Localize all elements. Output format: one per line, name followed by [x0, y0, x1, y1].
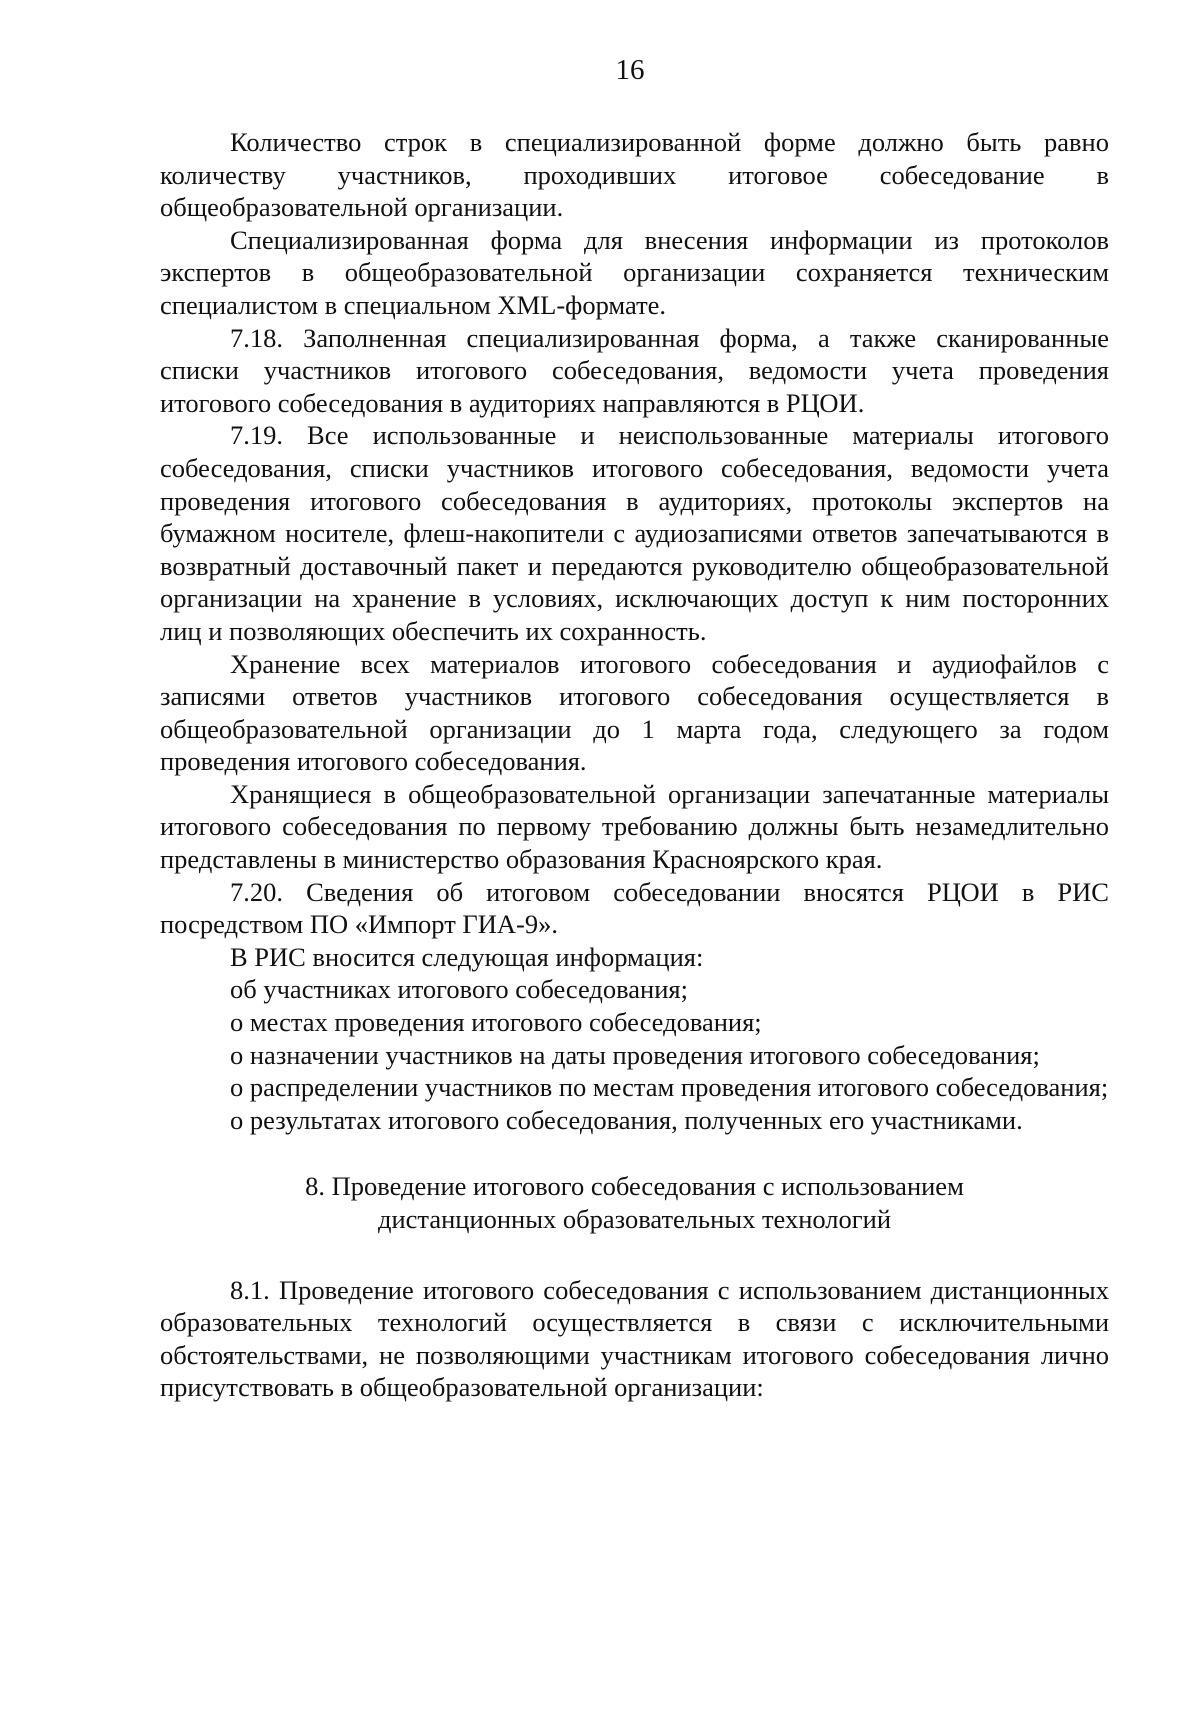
list-item-results: о результатах итогового собеседования, полученных его участниками.: [230, 1104, 1023, 1135]
section-heading-line-1: 8. Проведение итогового собеседования с использованием: [305, 1171, 964, 1202]
paragraph-storage: Хранение всех материалов итогового собеседования и аудиофайлов с записями ответов участников итогового собеседования осуществляется в общеобразовательной организации до 1 марта года, следующего за годом проведения итогового собеседования.: [160, 648, 1109, 777]
list-item-assignment: о назначении участников на даты проведения итогового собеседования;: [230, 1039, 1040, 1070]
document-body: [160, 126, 1109, 1404]
page-number: 16: [615, 54, 645, 86]
paragraph-ris-info: В РИС вносится следующая информация:: [230, 941, 704, 972]
paragraph-7-19: 7.19. Все использованные и неиспользованные материалы итогового собеседования, списки участников итогового собеседования, ведомости учета проведения итогового собеседования в аудиториях, протоколы экспертов на бумажном носителе, флеш-накопители с аудиозаписями ответов запечатываются в возвратный доставочный пакет и передаются руководителю общеобразовательной организации на хранение в условиях, исключающих доступ к ним посторонних лиц и позволяющих обеспечить их сохранность.: [160, 420, 1109, 646]
paragraph-xml-format: Специализированная форма для внесения информации из протоколов экспертов в общеобразовательной организации сохраняется техническим специалистом в специальном XML-формате.: [160, 224, 1109, 320]
section-heading-line-2: дистанционных образовательных технологий: [377, 1204, 892, 1234]
list-item-distribution: о распределении участников по местам проведения итогового собеседования;: [230, 1072, 1109, 1103]
paragraph-sealed-materials: Хранящиеся в общеобразовательной организации запечатанные материалы итогового собеседования по первому требованию должны быть незамедлительно представлены в министерство образования Красноярского края.: [160, 778, 1109, 875]
paragraph-7-20: 7.20. Сведения об итоговом собеседовании вносятся РЦОИ в РИС посредством ПО «Импорт ГИА-9».: [160, 876, 1109, 940]
paragraph-7-18: 7.18. Заполненная специализированная форма, а также сканированные списки участников итогового собеседования, ведомости учета проведения итогового собеседования в аудиториях направляются в РЦОИ.: [160, 322, 1109, 418]
paragraph-8-1: 8.1. Проведение итогового собеседования с использованием дистанционных образовательных технологий осуществляется в связи с исключительными обстоятельствами, не позволяющими участникам итогового собеседования лично присутствовать в общеобразовательной организации:: [160, 1274, 1109, 1403]
paragraph-row-count: Количество строк в специализированной форме должно быть равно количеству участников, проходивших итоговое собеседование в общеобразовательной организации.: [160, 127, 1109, 223]
section-heading: [160, 1170, 1109, 1235]
list-item-places: о местах проведения итогового собеседования;: [230, 1007, 762, 1038]
list-item-participants: об участниках итогового собеседования;: [230, 974, 688, 1005]
